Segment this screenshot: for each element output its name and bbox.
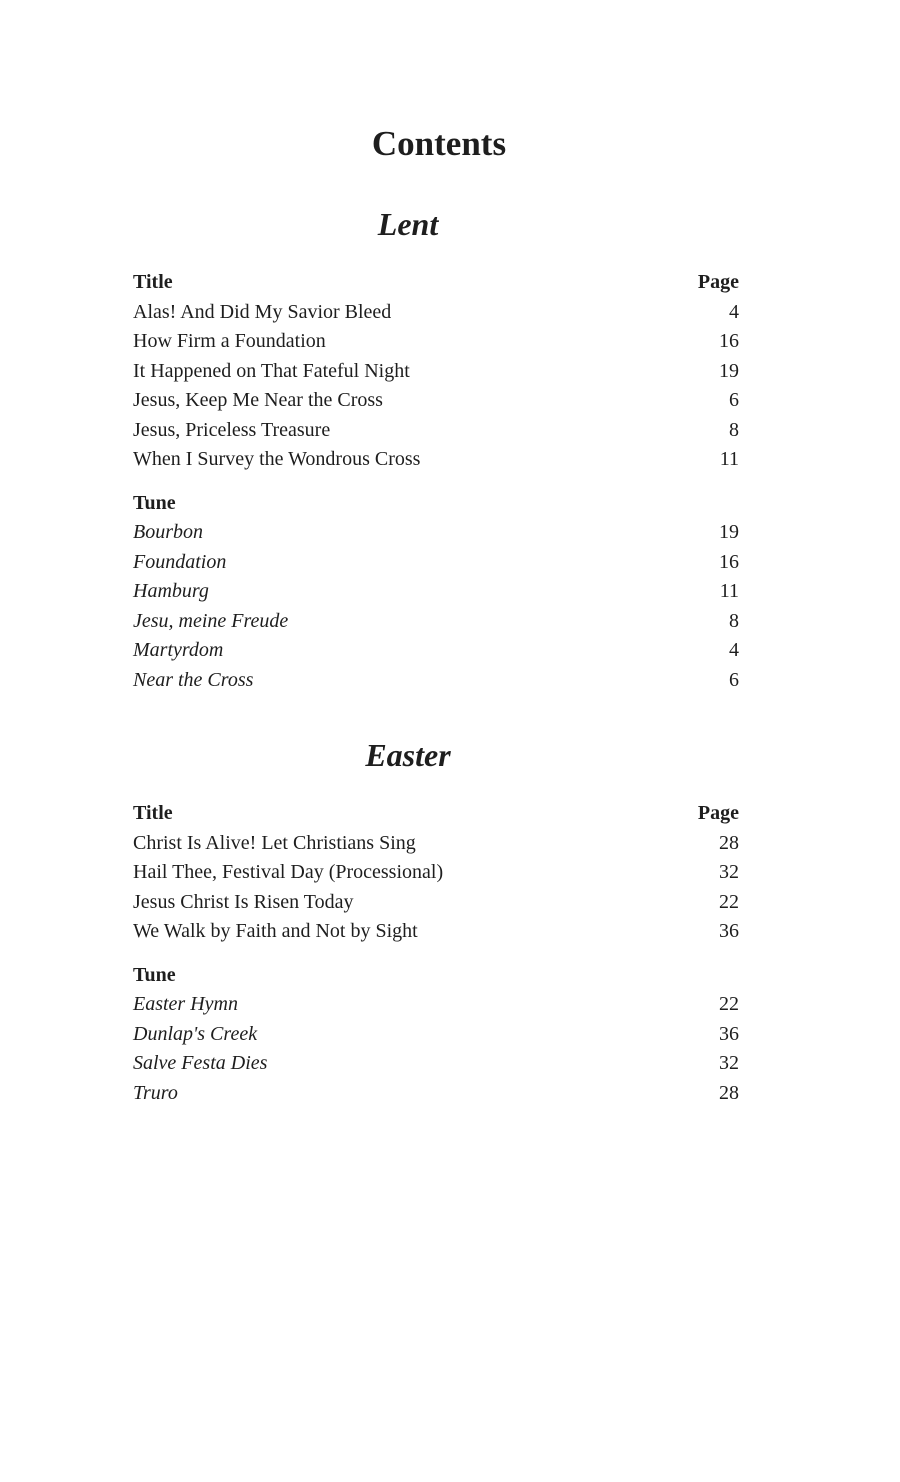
entry-title: Alas! And Did My Savior Bleed <box>133 300 392 323</box>
section-heading: Lent <box>377 206 439 242</box>
toc-entry[interactable] <box>133 327 739 357</box>
spacer <box>133 475 739 489</box>
tune-page: 19 <box>719 521 739 543</box>
toc-entry[interactable] <box>133 357 739 387</box>
tune-header-label: Tune <box>133 963 176 986</box>
tune-page: 11 <box>719 580 739 602</box>
tune-entry[interactable] <box>133 577 739 607</box>
tune-page: 16 <box>719 550 739 573</box>
tune-entry[interactable] <box>133 1049 739 1079</box>
entry-page: 11 <box>719 448 739 470</box>
entry-title: Hail Thee, Festival Day (Processional) <box>133 861 444 883</box>
tune-page: 4 <box>729 639 739 661</box>
section-easter <box>133 735 739 1108</box>
entry-title: Christ Is Alive! Let Christians Sing <box>133 831 416 854</box>
entry-title: We Walk by Faith and Not by Sight <box>133 920 418 942</box>
section-heading: Easter <box>365 737 451 773</box>
toc-entry[interactable] <box>133 298 739 328</box>
tune-entry[interactable] <box>133 666 739 696</box>
tune-name: Dunlap's Creek <box>133 1022 258 1045</box>
tune-name: Martyrdom <box>133 639 224 661</box>
toc-entry[interactable] <box>133 917 739 947</box>
entry-page: 32 <box>719 861 739 883</box>
entry-title: Jesus, Priceless Treasure <box>133 418 331 441</box>
tune-entry[interactable] <box>133 636 739 666</box>
entry-title: Jesus, Keep Me Near the Cross <box>133 389 383 411</box>
tune-column-header <box>133 961 739 991</box>
entry-title: It Happened on That Fateful Night <box>133 359 410 382</box>
entry-page: 28 <box>719 831 739 854</box>
tune-page: 36 <box>719 1022 739 1045</box>
tune-entry[interactable] <box>133 1079 739 1109</box>
toc-entry[interactable] <box>133 858 739 888</box>
page-header-label: Page <box>697 802 739 824</box>
toc-entry[interactable] <box>133 888 739 918</box>
tune-entry[interactable] <box>133 518 739 548</box>
tune-page: 28 <box>719 1081 739 1104</box>
tune-page: 8 <box>729 609 739 632</box>
toc-entry[interactable] <box>133 386 739 416</box>
entry-page: 16 <box>719 330 739 352</box>
tune-entry[interactable] <box>133 607 739 637</box>
entry-page: 19 <box>719 359 739 382</box>
tune-name: Truro <box>133 1081 178 1104</box>
tune-name: Bourbon <box>133 521 203 543</box>
tune-header-label: Tune <box>133 491 176 514</box>
tune-entry[interactable] <box>133 1020 739 1050</box>
title-header-label: Title <box>133 271 173 293</box>
entry-page: 36 <box>719 920 739 942</box>
entry-page: 6 <box>729 389 739 411</box>
tune-page: 32 <box>719 1052 739 1074</box>
page-header-label: Page <box>697 271 739 293</box>
tune-entry[interactable] <box>133 990 739 1020</box>
tune-name: Salve Festa Dies <box>133 1052 268 1074</box>
tune-page: 6 <box>729 668 739 691</box>
tune-name: Foundation <box>133 550 227 573</box>
tune-name: Easter Hymn <box>133 993 238 1015</box>
tune-entry[interactable] <box>133 548 739 578</box>
section-lent <box>133 204 739 695</box>
tune-column-header <box>133 489 739 519</box>
page-title: Contents <box>371 124 507 163</box>
tune-name: Hamburg <box>133 580 209 602</box>
entry-title: How Firm a Foundation <box>133 330 326 352</box>
spacer <box>133 947 739 961</box>
entry-page: 22 <box>719 890 739 913</box>
entry-title: Jesus Christ Is Risen Today <box>133 890 354 913</box>
tune-name: Near the Cross <box>133 668 254 691</box>
entry-title: When I Survey the Wondrous Cross <box>133 448 421 470</box>
title-header-label: Title <box>133 802 173 824</box>
tune-name: Jesu, meine Freude <box>133 609 289 632</box>
title-column-header <box>133 268 739 298</box>
tune-page: 22 <box>719 993 739 1015</box>
toc-entry[interactable] <box>133 445 739 475</box>
title-column-header <box>133 799 739 829</box>
entry-page: 4 <box>729 300 739 323</box>
toc-entry[interactable] <box>133 829 739 859</box>
entry-page: 8 <box>729 418 739 441</box>
toc-entry[interactable] <box>133 416 739 446</box>
